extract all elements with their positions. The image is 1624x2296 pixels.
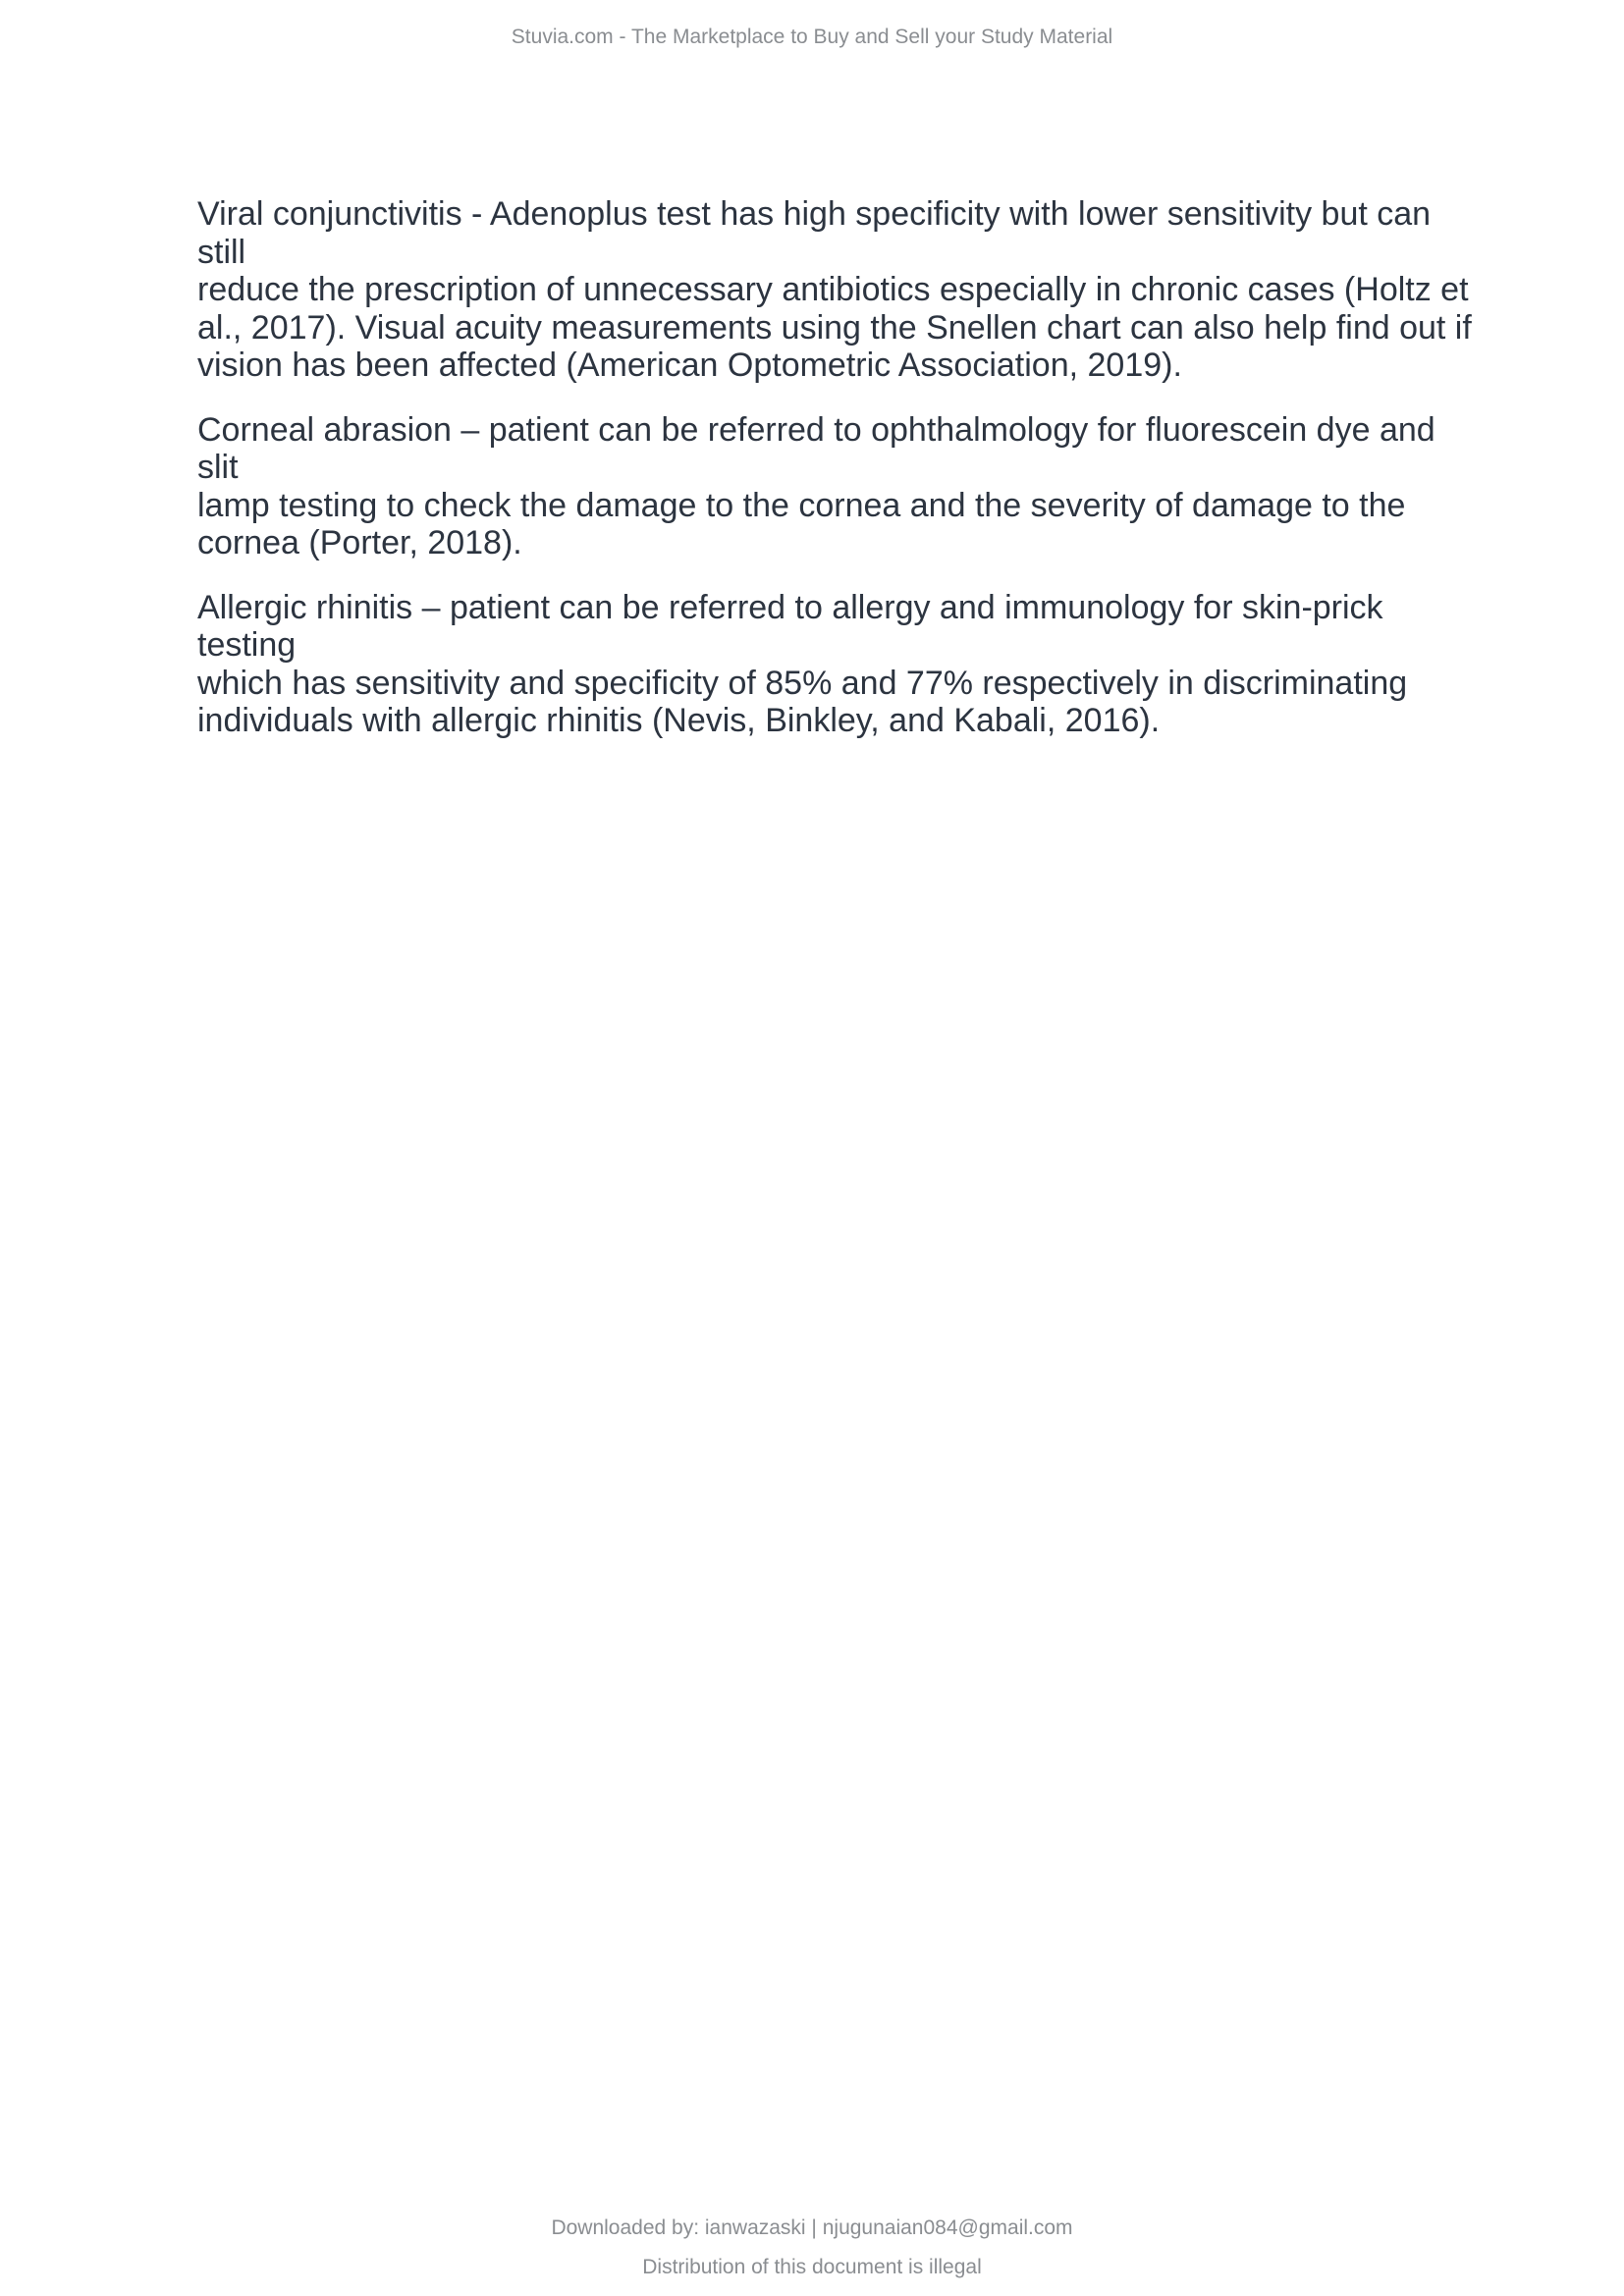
paragraph-line: vision has been affected (American Optometric Association, 2019). xyxy=(197,347,1182,384)
paragraph-line: Allergic rhinitis – patient can be referred to allergy and immunology for skin-prick testing xyxy=(197,588,1383,664)
footer-distribution-notice: Distribution of this document is illegal xyxy=(642,2256,982,2278)
paragraph-viral-conjunctivitis xyxy=(197,195,1474,385)
paragraph-line: al., 2017). Visual acuity measurements using the Snellen chart can also help find out if xyxy=(197,308,1472,347)
footer-downloaded-by: Downloaded by: ianwazaski | njugunaian084@gmail.com xyxy=(551,2216,1073,2239)
paragraph-line: lamp testing to check the damage to the cornea and the severity of damage to the xyxy=(197,486,1406,524)
paragraph-line: Viral conjunctivitis - Adenoplus test has high specificity with lower sensitivity but can still xyxy=(197,195,1432,271)
paragraph-line: which has sensitivity and specificity of 85% and 77% respectively in discriminating xyxy=(197,664,1408,702)
paragraph-line: Corneal abrasion – patient can be referred to ophthalmology for fluorescein dye and slit xyxy=(197,410,1435,486)
document-body xyxy=(197,195,1474,767)
header-banner: Stuvia.com - The Marketplace to Buy and Sell your Study Material xyxy=(511,26,1113,48)
paragraph-line: cornea (Porter, 2018). xyxy=(197,524,522,561)
paragraph-corneal-abrasion xyxy=(197,411,1474,562)
paragraph-line: individuals with allergic rhinitis (Nevis, Binkley, and Kabali, 2016). xyxy=(197,702,1161,739)
paragraph-line: reduce the prescription of unnecessary antibiotics especially in chronic cases (Holtz et xyxy=(197,271,1469,308)
paragraph-allergic-rhinitis xyxy=(197,589,1474,740)
